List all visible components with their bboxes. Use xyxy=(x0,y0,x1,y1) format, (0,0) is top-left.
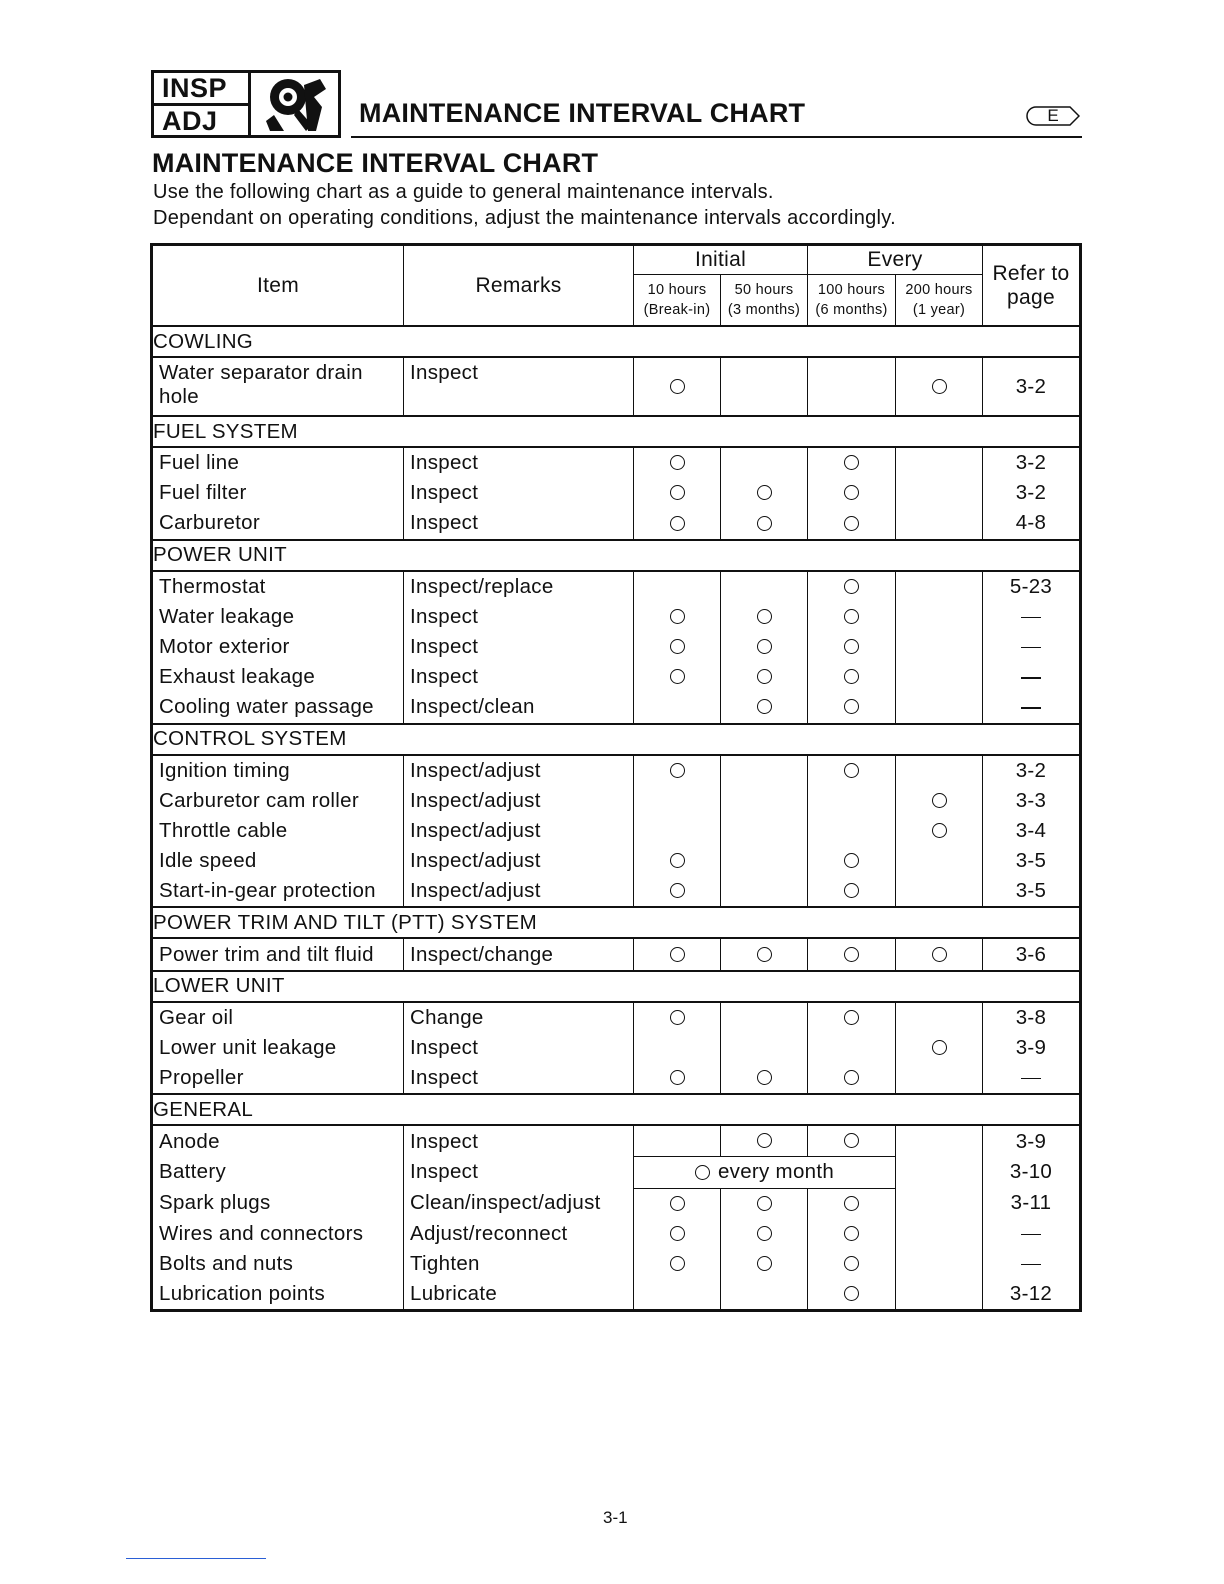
interval-mark-icon xyxy=(844,516,859,531)
item-cell: Gear oil xyxy=(152,1002,404,1033)
table-row xyxy=(152,1219,1081,1249)
interval-mark-icon xyxy=(844,883,859,898)
table-row xyxy=(152,938,1081,970)
item-cell: Throttle cable xyxy=(152,816,404,846)
badge-insp-label: INSP xyxy=(154,73,248,106)
item-cell: Battery xyxy=(152,1157,404,1188)
interval-mark-icon xyxy=(670,639,685,654)
interval-mark-icon xyxy=(844,853,859,868)
table-row xyxy=(152,1279,1081,1311)
remarks-cell: Lubricate xyxy=(404,1279,634,1311)
remarks-cell: Inspect xyxy=(404,1033,634,1063)
remarks-cell: Inspect xyxy=(404,357,634,416)
badge-adj-label: ADJ xyxy=(162,106,218,136)
table-row xyxy=(152,571,1081,602)
remarks-cell: Inspect xyxy=(404,602,634,632)
interval-mark-icon xyxy=(844,455,859,470)
interval-mark-icon xyxy=(670,1226,685,1241)
header-100-hours xyxy=(808,275,896,327)
header-100-hours-line1: 100 hours xyxy=(817,282,886,298)
table-row xyxy=(152,1125,1081,1157)
remarks-cell: Tighten xyxy=(404,1249,634,1279)
interval-mark-icon xyxy=(670,485,685,500)
interval-mark-icon xyxy=(757,1226,772,1241)
page-cell: 3-2 xyxy=(983,478,1081,508)
item-cell: Start-in-gear protection xyxy=(152,876,404,907)
no-page-dash-icon xyxy=(1021,677,1041,679)
table-row xyxy=(152,1249,1081,1279)
page-cell: 3-3 xyxy=(983,786,1081,816)
header-100-hours-line2: (6 months) xyxy=(815,302,888,318)
header-200-hours xyxy=(896,275,983,327)
intro-text-1: Use the following chart as a guide to general maintenance intervals. xyxy=(153,181,774,203)
remarks-cell: Inspect xyxy=(404,1157,634,1188)
page-cell: 3-5 xyxy=(983,876,1081,907)
header-refer-label: Refer to xyxy=(992,261,1070,285)
interval-mark-icon xyxy=(757,1256,772,1271)
header-title: MAINTENANCE INTERVAL CHART xyxy=(359,98,806,128)
header-200-hours-line2: (1 year) xyxy=(912,302,966,318)
page-cell: 3-2 xyxy=(983,447,1081,478)
header-10-hours xyxy=(634,275,721,327)
remarks-cell: Inspect xyxy=(404,632,634,662)
interval-mark-icon xyxy=(757,1133,772,1148)
table-row xyxy=(152,508,1081,539)
page-cell: 3-12 xyxy=(983,1279,1081,1311)
table-row xyxy=(152,816,1081,846)
remarks-cell: Inspect/adjust xyxy=(404,755,634,786)
interval-mark-icon xyxy=(695,1165,710,1180)
interval-mark-icon xyxy=(844,947,859,962)
page-number: 3-1 xyxy=(603,1508,628,1527)
insp-adj-badge xyxy=(151,70,341,138)
interval-mark-icon xyxy=(844,1010,859,1025)
header-10-hours-line2: (Break-in) xyxy=(643,302,711,318)
footer-rule xyxy=(126,1558,266,1559)
interval-mark-icon xyxy=(757,609,772,624)
interval-mark-icon xyxy=(844,609,859,624)
interval-mark-icon xyxy=(844,1226,859,1241)
interval-mark-icon xyxy=(670,379,685,394)
header-refer-page xyxy=(983,245,1081,327)
table-row xyxy=(152,846,1081,876)
item-cell: Anode xyxy=(152,1125,404,1157)
remarks-cell: Inspect xyxy=(404,1125,634,1157)
header-initial: Initial xyxy=(634,245,808,275)
page-cell: 3-2 xyxy=(983,357,1081,416)
remarks-cell: Inspect/change xyxy=(404,938,634,970)
interval-mark-icon xyxy=(932,793,947,808)
interval-mark-icon xyxy=(670,609,685,624)
interval-mark-icon xyxy=(844,1070,859,1085)
table-row xyxy=(152,786,1081,816)
section-fuel-system: FUEL SYSTEM xyxy=(152,416,1081,447)
interval-mark-icon xyxy=(757,699,772,714)
interval-mark-icon xyxy=(670,669,685,684)
section-ptt-system: POWER TRIM AND TILT (PTT) SYSTEM xyxy=(152,907,1081,938)
interval-mark-icon xyxy=(844,1133,859,1148)
battery-interval-cell xyxy=(634,1157,896,1188)
interval-mark-icon xyxy=(844,1286,859,1301)
interval-mark-icon xyxy=(757,947,772,962)
item-cell: Lower unit leakage xyxy=(152,1033,404,1063)
remarks-cell: Inspect/clean xyxy=(404,692,634,723)
interval-mark-icon xyxy=(932,823,947,838)
interval-mark-icon xyxy=(670,455,685,470)
maintenance-interval-table xyxy=(150,243,1082,1312)
remarks-cell: Inspect xyxy=(404,662,634,692)
item-cell: Wires and connectors xyxy=(152,1219,404,1249)
header-50-hours-line2: (3 months) xyxy=(727,302,801,318)
item-cell: Lubrication points xyxy=(152,1279,404,1311)
interval-mark-icon xyxy=(932,1040,947,1055)
interval-mark-icon xyxy=(844,699,859,714)
section-control-system: CONTROL SYSTEM xyxy=(152,724,1081,755)
remarks-cell: Inspect/adjust xyxy=(404,846,634,876)
page-cell: 3-9 xyxy=(983,1033,1081,1063)
interval-mark-icon xyxy=(757,1070,772,1085)
item-cell: Water separator drain hole xyxy=(152,357,404,416)
table-row xyxy=(152,1002,1081,1033)
remarks-cell: Inspect xyxy=(404,508,634,539)
remarks-cell: Inspect/adjust xyxy=(404,816,634,846)
interval-mark-icon xyxy=(757,1196,772,1211)
remarks-cell: Inspect/adjust xyxy=(404,876,634,907)
remarks-cell: Inspect/adjust xyxy=(404,786,634,816)
interval-mark-icon xyxy=(670,1070,685,1085)
interval-mark-icon xyxy=(757,639,772,654)
interval-mark-icon xyxy=(670,763,685,778)
header-every: Every xyxy=(808,245,983,275)
interval-mark-icon xyxy=(670,516,685,531)
section-title: MAINTENANCE INTERVAL CHART xyxy=(152,148,599,178)
section-cowling: COWLING xyxy=(152,326,1081,357)
interval-mark-icon xyxy=(757,516,772,531)
interval-mark-icon xyxy=(670,1196,685,1211)
remarks-cell: Inspect xyxy=(404,478,634,508)
page-cell: 5-23 xyxy=(983,571,1081,602)
no-page-dash-icon xyxy=(1021,1264,1041,1266)
header-remarks: Remarks xyxy=(404,245,634,327)
interval-mark-icon xyxy=(757,669,772,684)
item-cell: Bolts and nuts xyxy=(152,1249,404,1279)
interval-mark-icon xyxy=(757,485,772,500)
header-page-label: page xyxy=(1007,285,1055,309)
intro-text-2: Dependant on operating conditions, adjust the maintenance intervals accordingly. xyxy=(153,207,896,229)
table-row xyxy=(152,755,1081,786)
page-cell: 3-9 xyxy=(983,1125,1081,1157)
interval-mark-icon xyxy=(844,763,859,778)
interval-mark-icon xyxy=(844,1256,859,1271)
item-cell: Spark plugs xyxy=(152,1188,404,1219)
header-200-hours-line1: 200 hours xyxy=(905,282,973,298)
header-item: Item xyxy=(152,245,404,327)
item-cell: Carburetor xyxy=(152,508,404,539)
remarks-cell: Change xyxy=(404,1002,634,1033)
language-mark xyxy=(1026,106,1080,126)
battery-interval-label: every month xyxy=(717,1160,835,1184)
interval-mark-icon xyxy=(932,947,947,962)
item-cell: Fuel line xyxy=(152,447,404,478)
page-cell: 3-10 xyxy=(983,1157,1081,1188)
remarks-cell: Clean/inspect/adjust xyxy=(404,1188,634,1219)
interval-mark-icon xyxy=(670,1010,685,1025)
no-page-dash-icon xyxy=(1021,1078,1041,1080)
page-cell: 3-8 xyxy=(983,1002,1081,1033)
table-row xyxy=(152,662,1081,692)
remarks-cell: Inspect/replace xyxy=(404,571,634,602)
interval-mark-icon xyxy=(670,947,685,962)
page-cell: 3-6 xyxy=(983,938,1081,970)
page-cell: 3-4 xyxy=(983,816,1081,846)
section-general: GENERAL xyxy=(152,1094,1081,1125)
section-lower-unit: LOWER UNIT xyxy=(152,971,1081,1002)
table-row xyxy=(152,1033,1081,1063)
interval-mark-icon xyxy=(844,485,859,500)
page-cell: 4-8 xyxy=(983,508,1081,539)
remarks-cell: Adjust/reconnect xyxy=(404,1219,634,1249)
remarks-cell: Inspect xyxy=(404,447,634,478)
header-rule xyxy=(351,136,1082,138)
interval-mark-icon xyxy=(670,883,685,898)
item-cell: Cooling water passage xyxy=(152,692,404,723)
interval-mark-icon xyxy=(844,669,859,684)
no-page-dash-icon xyxy=(1021,617,1041,619)
item-cell: Carburetor cam roller xyxy=(152,786,404,816)
page-cell: 3-5 xyxy=(983,846,1081,876)
wrench-inspect-icon xyxy=(251,73,338,135)
item-cell: Fuel filter xyxy=(152,478,404,508)
table-row xyxy=(152,632,1081,662)
interval-mark-icon xyxy=(844,1196,859,1211)
interval-mark-icon xyxy=(844,639,859,654)
interval-mark-icon xyxy=(670,1256,685,1271)
interval-mark-icon xyxy=(932,379,947,394)
item-cell: Exhaust leakage xyxy=(152,662,404,692)
header-50-hours-line1: 50 hours xyxy=(734,282,794,298)
item-cell: Power trim and tilt fluid xyxy=(152,938,404,970)
section-power-unit: POWER UNIT xyxy=(152,540,1081,571)
item-cell: Idle speed xyxy=(152,846,404,876)
interval-mark-icon xyxy=(844,579,859,594)
remarks-cell: Inspect xyxy=(404,1063,634,1094)
no-page-dash-icon xyxy=(1021,707,1041,709)
item-cell: Motor exterior xyxy=(152,632,404,662)
no-page-dash-icon xyxy=(1021,647,1041,649)
item-cell: Propeller xyxy=(152,1063,404,1094)
interval-mark-icon xyxy=(670,853,685,868)
table-row xyxy=(152,447,1081,478)
page-cell: 3-2 xyxy=(983,755,1081,786)
table-row xyxy=(152,1188,1081,1219)
header-10-hours-line1: 10 hours xyxy=(647,282,707,298)
table-row xyxy=(152,478,1081,508)
page-header xyxy=(151,70,1082,140)
language-mark-label: E xyxy=(1047,106,1059,125)
item-cell: Ignition timing xyxy=(152,755,404,786)
item-cell: Water leakage xyxy=(152,602,404,632)
no-page-dash-icon xyxy=(1021,1234,1041,1236)
table-row xyxy=(152,876,1081,907)
header-50-hours xyxy=(721,275,808,327)
item-cell: Thermostat xyxy=(152,571,404,602)
table-row xyxy=(152,1063,1081,1094)
table-row xyxy=(152,357,1081,416)
table-row xyxy=(152,602,1081,632)
table-row xyxy=(152,692,1081,723)
page-cell: 3-11 xyxy=(983,1188,1081,1219)
